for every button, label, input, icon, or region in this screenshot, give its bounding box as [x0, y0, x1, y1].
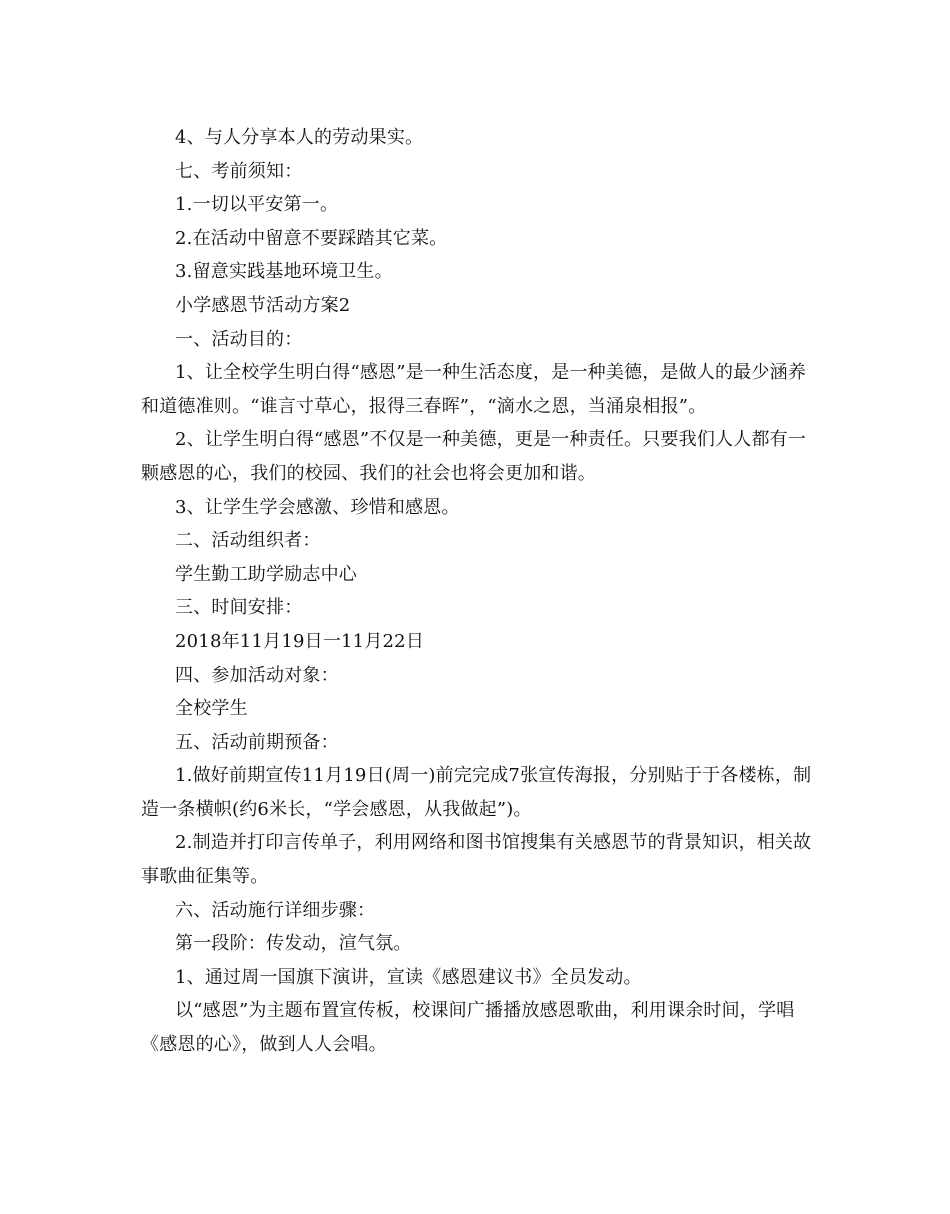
paragraph-preparation-1: 1.做好前期宣传11月19日(周一)前完完成7张宣传海报，分别贴于于各楼栋，制造一条横帜(约6米长，“学会感恩，从我做起”)。: [141, 765, 812, 820]
section-heading-purpose: 一、活动目的：: [175, 328, 303, 350]
paragraph-dates: 2018年11月19日一11月22日: [175, 630, 425, 652]
paragraph-publicity-board: 以“感恩”为主题布置宣传板，校课间广播播放感恩歌曲，利用课余时间，学唱《感恩的心》，做到人人会唱。: [141, 1000, 795, 1056]
section-heading-organizer: 二、活动组织者：: [175, 530, 321, 552]
paragraph-purpose-1: 1、让全校学生明白得“感恩”是一种生活态度，是一种美德，是做人的最少涵养和道德准则。“谁言寸草心，报得三春晖”，“滴水之恩，当涌泉相报”。: [141, 362, 807, 417]
section-heading-schedule: 三、时间安排：: [175, 597, 303, 619]
paragraph-stage-one: 第一段阶：传发动，渲气氛。: [175, 933, 412, 955]
paragraph-share-labor: 4、与人分享本人的劳动果实。: [175, 127, 424, 148]
section-heading-preparation: 五、活动前期预备：: [175, 731, 339, 753]
paragraph-preparation-2: 2.制造并打印言传单子，利用网络和图书馆搜集有关感恩节的背景知识，相关故事歌曲征集等。: [141, 832, 812, 888]
paragraph-purpose-2: 2、让学生明白得“感恩”不仅是一种美德，更是一种责任。只要我们人人都有一颗感恩的心，我们的校园、我们的社会也将会更加和谐。: [141, 429, 807, 484]
section-heading-steps: 六、活动施行详细步骤：: [175, 899, 376, 921]
paragraph-do-not-trample: 2.在活动中留意不要踩踏其它菜。: [175, 227, 448, 249]
section-heading-participants: 四、参加活动对象：: [175, 664, 339, 686]
section-heading-precautions: 七、考前须知：: [175, 160, 303, 182]
paragraph-participants: 全校学生: [175, 698, 248, 720]
paragraph-safety-first: 1.一切以平安第一。: [175, 194, 339, 216]
paragraph-organizer: 学生勤工助学励志中心: [175, 563, 357, 585]
paragraph-environment: 3.留意实践基地环境卫生。: [175, 261, 393, 283]
document-subtitle: 小学感恩节活动方案2: [175, 294, 351, 316]
paragraph-flag-speech: 1、通过周一国旗下演讲，宣读《感恩建议书》全员发动。: [175, 966, 642, 988]
document-body: [141, 121, 813, 1062]
paragraph-purpose-3: 3、让学生学会感激、珍惜和感恩。: [175, 496, 460, 518]
